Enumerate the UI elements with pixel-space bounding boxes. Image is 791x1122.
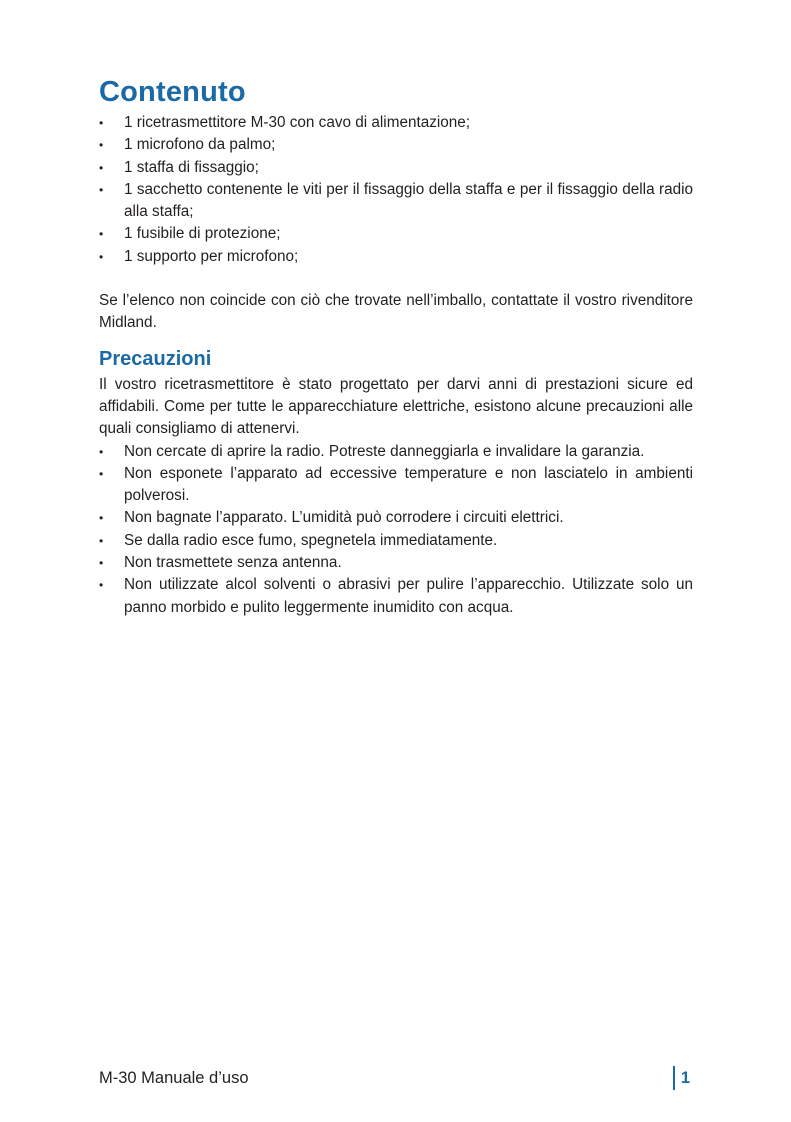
list-item-text: 1 supporto per microfono;	[124, 247, 299, 265]
list-item-text: Non esponete l’apparato ad eccessive temperature e non lasciatelo in ambienti polverosi.	[124, 464, 693, 505]
bullet-icon: •	[99, 182, 104, 197]
list-item	[99, 179, 693, 224]
bullet-icon: •	[99, 138, 104, 153]
list-item	[99, 552, 693, 574]
list-item	[99, 441, 693, 463]
list-item	[99, 223, 693, 245]
list-item-text: 1 fusibile di protezione;	[124, 225, 281, 243]
bullet-icon: •	[99, 116, 104, 130]
list-item-text: Non utilizzate alcol solventi o abrasivi per pulire l’apparecchio. Utilizzate solo un panno morbido e pulito leggermente inumidito con acqua.	[124, 576, 693, 616]
precauzioni-list	[99, 441, 693, 619]
bullet-icon: •	[99, 511, 104, 526]
list-item	[99, 530, 693, 552]
bullet-icon: •	[99, 249, 104, 264]
bullet-icon: •	[99, 466, 104, 481]
list-item	[99, 246, 693, 268]
list-item	[99, 157, 693, 179]
list-item	[99, 507, 693, 529]
bullet-icon: •	[99, 556, 104, 571]
list-item	[99, 574, 693, 619]
footer-title: M-30 Manuale d’uso	[99, 1069, 249, 1087]
list-item	[99, 112, 693, 134]
contenuto-heading: Contenuto	[99, 76, 246, 108]
list-item-text: 1 sacchetto contenente le viti per il fissaggio della staffa e per il fissaggio della radio alla staffa;	[124, 180, 693, 221]
page-number: 1	[673, 1066, 690, 1090]
list-item-text: Se dalla radio esce fumo, spegnetela immediatamente.	[124, 531, 498, 549]
list-item-text: Non cercate di aprire la radio. Potreste danneggiarla e invalidare la garanzia.	[124, 442, 645, 460]
bullet-icon: •	[99, 533, 104, 548]
list-item-text: Non bagnate l’apparato. L’umidità può corrodere i circuiti elettrici.	[124, 509, 564, 527]
bullet-icon: •	[99, 578, 104, 593]
precauzioni-heading: Precauzioni	[99, 347, 212, 370]
contenuto-note: Se l’elenco non coincide con ciò che trovate nell’imballo, contattate il vostro rivenditore Midland.	[99, 292, 693, 332]
contenuto-list	[99, 112, 693, 268]
spacer	[99, 268, 693, 290]
precauzioni-intro: Il vostro ricetrasmettitore è stato progettato per darvi anni di prestazioni sicure ed affidabili. Come per tutte le apparecchiature elettriche, esistono alcune precauzioni alle quali consigliamo di attenervi.	[99, 375, 693, 438]
page-content	[99, 72, 693, 619]
bullet-icon: •	[99, 444, 104, 459]
bullet-icon: •	[99, 227, 104, 242]
list-item	[99, 463, 693, 508]
list-item-text: Non trasmettete senza antenna.	[124, 554, 342, 572]
page-footer	[99, 1066, 693, 1090]
list-item-text: 1 ricetrasmettitore M-30 con cavo di alimentazione;	[124, 114, 471, 131]
list-item-text: 1 staffa di fissaggio;	[124, 158, 259, 176]
list-item	[99, 134, 693, 156]
list-item-text: 1 microfono da palmo;	[124, 136, 276, 154]
bullet-icon: •	[99, 160, 104, 175]
